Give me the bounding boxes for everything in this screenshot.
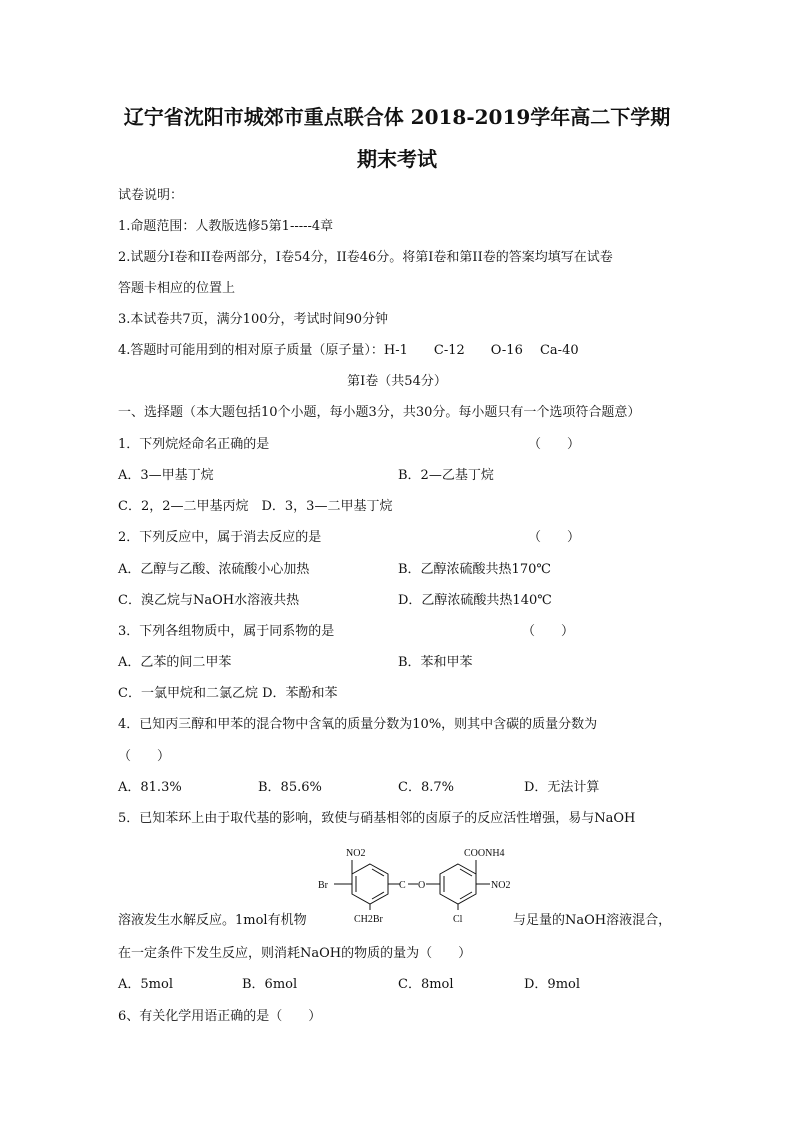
part1-heading: 第I卷（共54分）: [347, 374, 447, 389]
q1-options-cd: C．2，2—二甲基丙烷 D．3，3—二甲基丁烷: [118, 499, 393, 514]
q5-option-b: B．6mol: [242, 977, 298, 992]
struct-label-c: C: [399, 880, 406, 891]
q4-bracket: （ ）: [118, 749, 171, 764]
q5-stem-line2b: 与足量的NaOH溶液混合，: [513, 913, 672, 928]
struct-label-br: Br: [318, 880, 328, 891]
struct-label-o: O: [418, 880, 426, 891]
instruction-item-2a: 2.试题分I卷和II卷两部分，I卷54分，II卷46分。将第I卷和第II卷的答案均填写在试卷: [118, 250, 613, 265]
q1-bracket: （ ）: [528, 437, 581, 452]
q5-structure-diagram: [310, 840, 530, 925]
title-line2: 期末考试: [357, 147, 437, 171]
q2-option-c: C．溴乙烷与NaOH水溶液共热: [118, 593, 300, 608]
q2-option-a: A．乙醇与乙酸、浓硫酸小心加热: [118, 562, 310, 577]
q4-option-b: B．85.6%: [258, 780, 322, 795]
struct-label-no2-left: NO2: [346, 848, 366, 859]
q6-stem: 6、有关化学用语正确的是（ ）: [118, 1009, 322, 1024]
q2-option-d: D．乙醇浓硫酸共热140℃: [398, 593, 552, 608]
q3-option-b: B．苯和甲苯: [398, 655, 473, 670]
instructions-heading: 试卷说明：: [118, 188, 184, 203]
section-heading: 一、选择题（本大题包括10个小题，每小题3分，共30分。每小题只有一个选项符合题意）: [118, 405, 641, 420]
q4-option-c: C．8.7%: [398, 780, 454, 795]
struct-label-ch2br: CH2Br: [354, 914, 383, 925]
q3-options-cd: C．一氯甲烷和二氯乙烷 D．苯酚和苯: [118, 686, 338, 701]
struct-label-no2-right: NO2: [491, 880, 511, 891]
q5-stem-line2a: 溶液发生水解反应。1mol有机物: [118, 913, 307, 928]
q2-option-b: B．乙醇浓硫酸共热170℃: [398, 562, 551, 577]
q3-option-a: A．乙苯的间二甲苯: [118, 655, 232, 670]
q1-option-b: B．2—乙基丁烷: [398, 468, 494, 483]
q5-option-c: C．8mol: [398, 977, 454, 992]
q2-stem: 2．下列反应中，属于消去反应的是: [118, 530, 322, 545]
q5-stem-line3: 在一定条件下发生反应，则消耗NaOH的物质的量为（ ）: [118, 946, 472, 961]
q4-stem: 4．已知丙三醇和甲苯的混合物中含氧的质量分数为10%，则其中含碳的质量分数为: [118, 717, 598, 732]
instruction-item-3: 3.本试卷共7页，满分100分，考试时间90分钟: [118, 312, 389, 327]
q4-option-a: A．81.3%: [118, 780, 182, 795]
q1-option-a: A．3—甲基丁烷: [118, 468, 214, 483]
q4-option-d: D．无法计算: [524, 780, 600, 795]
q5-option-d: D．9mol: [524, 977, 581, 992]
title-line1: 辽宁省沈阳市城郊市重点联合体 2018-2019学年高二下学期: [123, 105, 671, 129]
struct-label-cl: Cl: [453, 914, 463, 925]
q3-bracket: （ ）: [522, 624, 575, 639]
instruction-item-2b: 答题卡相应的位置上: [118, 281, 236, 296]
instruction-item-1: 1.命题范围：人教版选修5第1-----4章: [118, 219, 334, 234]
instruction-item-4: 4.答题时可能用到的相对原子质量（原子量）：H-1 C-12 O-16 Ca-40: [118, 343, 579, 358]
struct-label-coonh4: COONH4: [464, 848, 505, 859]
q2-bracket: （ ）: [528, 530, 581, 545]
q5-option-a: A．5mol: [118, 977, 173, 992]
q5-stem-line1: 5．已知苯环上由于取代基的影响，致使与硝基相邻的卤原子的反应活性增强，易与NaOH: [118, 811, 636, 826]
q3-stem: 3．下列各组物质中，属于同系物的是: [118, 624, 335, 639]
q1-stem: 1．下列烷烃命名正确的是: [118, 437, 270, 452]
